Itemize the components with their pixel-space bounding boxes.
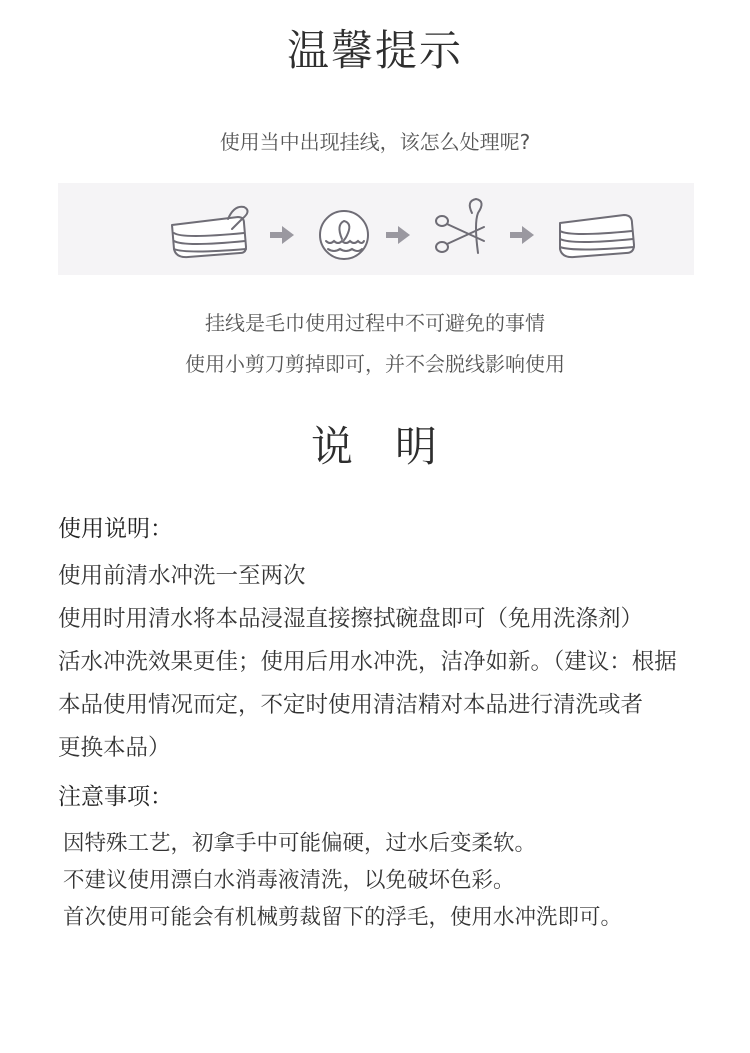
folded-towel-icon — [560, 215, 634, 257]
scissors-icon — [436, 199, 484, 253]
loop-closeup-icon — [320, 211, 368, 259]
section-title — [0, 418, 750, 476]
tips-title: 温馨提示 — [286, 26, 463, 75]
notes-line: 不建议使用漂白水消毒液清洗，以免破坏色彩。 — [63, 868, 515, 893]
notes-heading: 注意事项： — [58, 784, 173, 810]
tips-description-line-2: 使用小剪刀剪掉即可，并不会脱线影响使用 — [185, 352, 565, 376]
usage-line: 使用时用清水将本品浸湿直接擦拭碗盘即可（免用洗涤剂） — [58, 606, 644, 632]
usage-line: 更换本品） — [58, 735, 171, 761]
usage-line: 活水冲洗效果更佳；使用后用水冲洗，洁净如新。（建议：根据 — [58, 649, 677, 675]
section-title-part-2: 明 — [395, 422, 440, 471]
usage-line: 使用前清水冲洗一至两次 — [58, 563, 306, 589]
arrow-right-icon — [510, 226, 534, 244]
usage-heading: 使用说明： — [58, 516, 173, 542]
arrow-right-icon — [270, 226, 294, 244]
arrow-right-icon — [386, 226, 410, 244]
tips-description-line-1: 挂线是毛巾使用过程中不可避免的事情 — [205, 311, 545, 335]
section-title-part-1: 说 — [310, 422, 355, 471]
notes-line: 因特殊工艺，初拿手中可能偏硬，过水后变柔软。 — [63, 831, 537, 856]
illustration-steps — [58, 183, 694, 275]
notes-line: 首次使用可能会有机械剪裁留下的浮毛，使用水冲洗即可。 — [63, 905, 623, 930]
usage-line: 本品使用情况而定，不定时使用清洁精对本品进行清洗或者 — [58, 692, 644, 718]
tips-question: 使用当中出现挂线，该怎么处理呢? — [219, 130, 531, 154]
illustration-band — [58, 183, 694, 275]
towel-with-loop-icon — [172, 207, 248, 257]
